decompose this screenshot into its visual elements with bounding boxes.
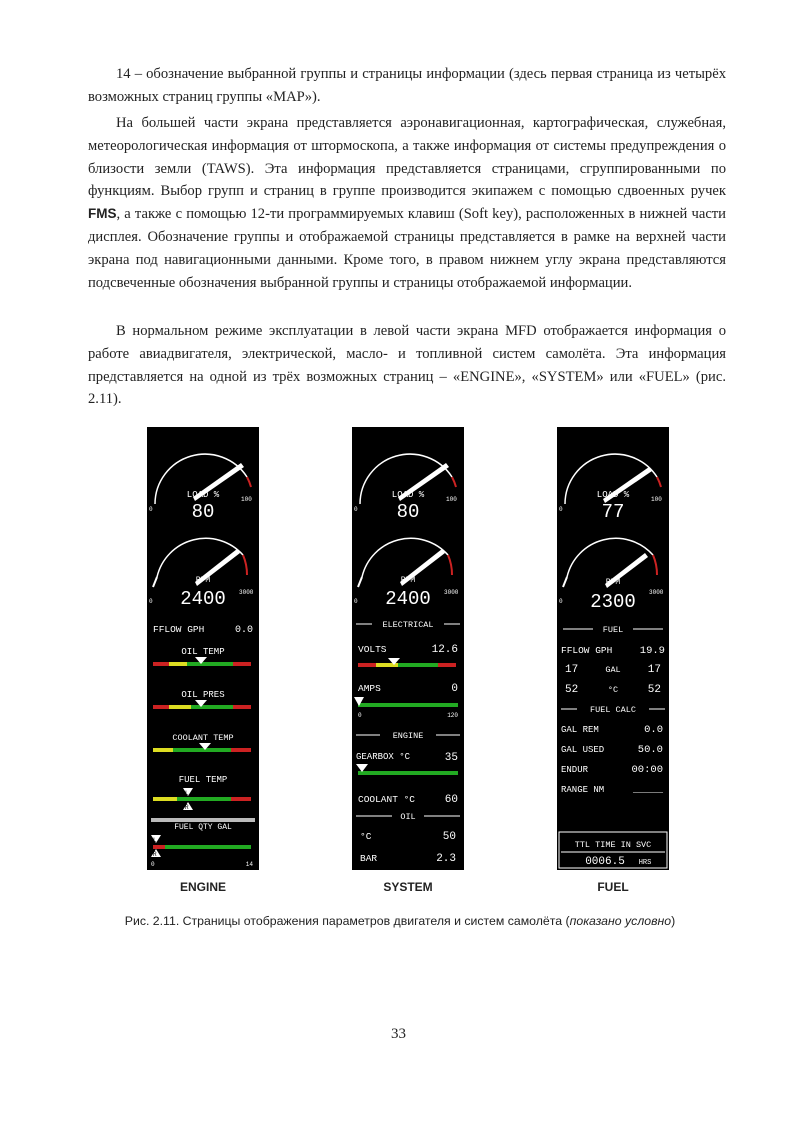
caption-italic: показано условно — [569, 914, 672, 928]
load-gauge — [149, 454, 252, 523]
figure-caption — [80, 914, 720, 928]
system-panel — [352, 427, 464, 870]
bar-label: BAR — [360, 853, 378, 864]
paragraph-2-part-b: , а также с помощью 12-ти программируемых клавиш (Soft key), расположенных в нижней части дисплея. Обозначение группы и отображаемой страницы представляется в рамке на верхней части экрана под навигационными данными. Кроме того, в правом нижнем углу экрана представляются подсвеченные обозначения выбранной группы и страницы отображаемой информации. — [88, 206, 726, 291]
rpm-max: 3000 — [239, 589, 254, 596]
coolant-label: COOLANT °C — [358, 794, 416, 805]
fuel-panel — [557, 427, 669, 870]
load-gauge — [559, 454, 662, 523]
rpm-label: RPM — [195, 576, 211, 585]
load-min: 0 — [149, 506, 153, 513]
rpm-label: RPM — [400, 576, 416, 585]
caption-end: ) — [671, 914, 676, 928]
rpm-gauge — [354, 538, 459, 610]
ttl-unit: HRS — [638, 859, 652, 867]
load-label: LOAD % — [596, 490, 630, 500]
load-label: LOAD % — [186, 490, 220, 500]
temp-label: °C — [607, 685, 619, 695]
rpm-gauge — [149, 538, 254, 610]
volts-value: 12.6 — [431, 644, 458, 656]
fuel-temp-marker-r: R — [185, 804, 189, 811]
electrical-header: ELECTRICAL — [382, 620, 434, 630]
amps-min: 0 — [358, 712, 362, 719]
coolant-temp-label: COOLANT TEMP — [172, 733, 234, 743]
engine-panel-caption: ENGINE — [179, 880, 226, 894]
fuel-qty-marker-r: R — [153, 851, 157, 858]
fms-term: FMS — [88, 206, 117, 222]
load-value: 80 — [396, 501, 420, 523]
gal-rem-label: GAL REM — [561, 725, 599, 735]
temp-left: 52 — [565, 684, 579, 696]
volts-bar — [358, 658, 456, 667]
fuel-panel-caption: FUEL — [597, 880, 629, 894]
rpm-value: 2300 — [590, 591, 636, 613]
page-number: 33 — [391, 1026, 406, 1042]
gearbox-label: GEARBOX °C — [356, 752, 411, 762]
temp-right: 52 — [647, 684, 661, 696]
oil-c-value: 50 — [442, 831, 456, 843]
amps-bar — [354, 697, 458, 719]
fuel-qty-marker-l: L — [153, 837, 157, 844]
load-gauge — [354, 454, 457, 523]
fflow-label: FFLOW GPH — [561, 645, 613, 656]
amps-label: AMPS — [358, 683, 381, 694]
load-value: 80 — [191, 501, 215, 523]
coolant-temp-bar — [153, 733, 251, 752]
gearbox-value: 35 — [444, 752, 458, 764]
fuel-temp-label: FUEL TEMP — [178, 775, 228, 785]
oil-pres-label: OIL PRES — [181, 690, 225, 700]
paragraph-3: В нормальном режиме эксплуатации в левой части экрана MFD отображается информация о работе авиадвигателя, электрической, масло- и топливной систем самолёта. Эта информация представляется на одной из трёх возможных страниц – «ENGINE», «SYSTEM» или «FUEL» (рис. 2.11). — [88, 323, 726, 408]
fuel-qty-max: 14 — [245, 861, 253, 868]
oil-c-label: °C — [360, 831, 372, 842]
engine-panel — [147, 427, 259, 870]
oil-temp-bar — [153, 647, 251, 666]
endur-label: ENDUR — [561, 765, 589, 775]
range-value: _____ — [632, 785, 663, 796]
fuel-temp-marker-l: L — [185, 790, 189, 797]
engine-header: ENGINE — [392, 731, 424, 741]
gal-right: 17 — [647, 664, 661, 676]
load-max: 100 — [241, 496, 252, 503]
gal-used-label: GAL USED — [561, 745, 605, 755]
ttl-value: 0006.5 — [585, 856, 625, 868]
rpm-label: RPM — [605, 578, 621, 587]
rpm-value: 2400 — [180, 588, 226, 610]
rpm-value: 2400 — [385, 588, 431, 610]
amps-max: 120 — [447, 712, 458, 719]
system-panel-caption: SYSTEM — [383, 880, 433, 894]
caption-main: Рис. 2.11. Страницы отображения параметров двигателя и систем самолёта ( — [124, 914, 570, 928]
load-label: LOAD % — [391, 490, 425, 500]
paragraph-2-part-a: На большей части экрана представляется аэронавигационная, картографическая, служебная, метеорологическая информация от штормоскопа, а также информация от системы предупреждения о близости земли (TAWS). Эта информация представляется страницами, сгруппированными по функциям. Выбор групп и страниц в группе производится экипажем с помощью сдвоенных ручек — [88, 115, 726, 200]
fuel-temp-bar — [153, 775, 251, 811]
fflow-value: 0.0 — [234, 625, 253, 636]
fuel-header: FUEL — [602, 625, 624, 635]
endur-value: 00:00 — [631, 764, 663, 776]
gal-rem-value: 0.0 — [644, 724, 663, 736]
rpm-min: 0 — [149, 598, 153, 605]
calc-header: FUEL CALC — [590, 705, 636, 715]
rpm-max: 3000 — [649, 589, 664, 596]
fuel-qty-bar — [151, 818, 255, 868]
fflow-label: FFLOW GPH — [153, 624, 205, 635]
gal-left: 17 — [565, 664, 579, 676]
load-max: 100 — [446, 496, 457, 503]
rpm-min: 0 — [354, 598, 358, 605]
bar-value: 2.3 — [436, 853, 456, 865]
rpm-min: 0 — [559, 598, 563, 605]
fuel-qty-label: FUEL QTY GAL — [174, 823, 232, 832]
gal-used-value: 50.0 — [637, 744, 663, 756]
paragraph-2 — [88, 112, 726, 294]
paragraph-1: 14 – обозначение выбранной группы и страницы информации (здесь первая страница из четырёх возможных страниц группы «MAP»). — [88, 66, 726, 105]
volts-label: VOLTS — [358, 644, 387, 655]
rpm-max: 3000 — [444, 589, 459, 596]
gal-label: GAL — [605, 665, 621, 675]
oil-temp-label: OIL TEMP — [181, 647, 225, 657]
gearbox-bar — [356, 764, 458, 775]
fflow-value: 19.9 — [639, 645, 665, 657]
range-label: RANGE NM — [561, 785, 605, 795]
fuel-qty-min: 0 — [151, 861, 155, 868]
load-max: 100 — [651, 496, 662, 503]
rpm-gauge — [559, 538, 664, 613]
load-value: 77 — [601, 501, 625, 523]
oil-header: OIL — [400, 812, 416, 822]
ttl-label: TTL TIME IN SVC — [574, 840, 652, 850]
amps-value: 0 — [451, 683, 458, 695]
load-min: 0 — [354, 506, 358, 513]
oil-pres-bar — [153, 690, 251, 709]
coolant-value: 60 — [444, 794, 458, 806]
load-min: 0 — [559, 506, 563, 513]
